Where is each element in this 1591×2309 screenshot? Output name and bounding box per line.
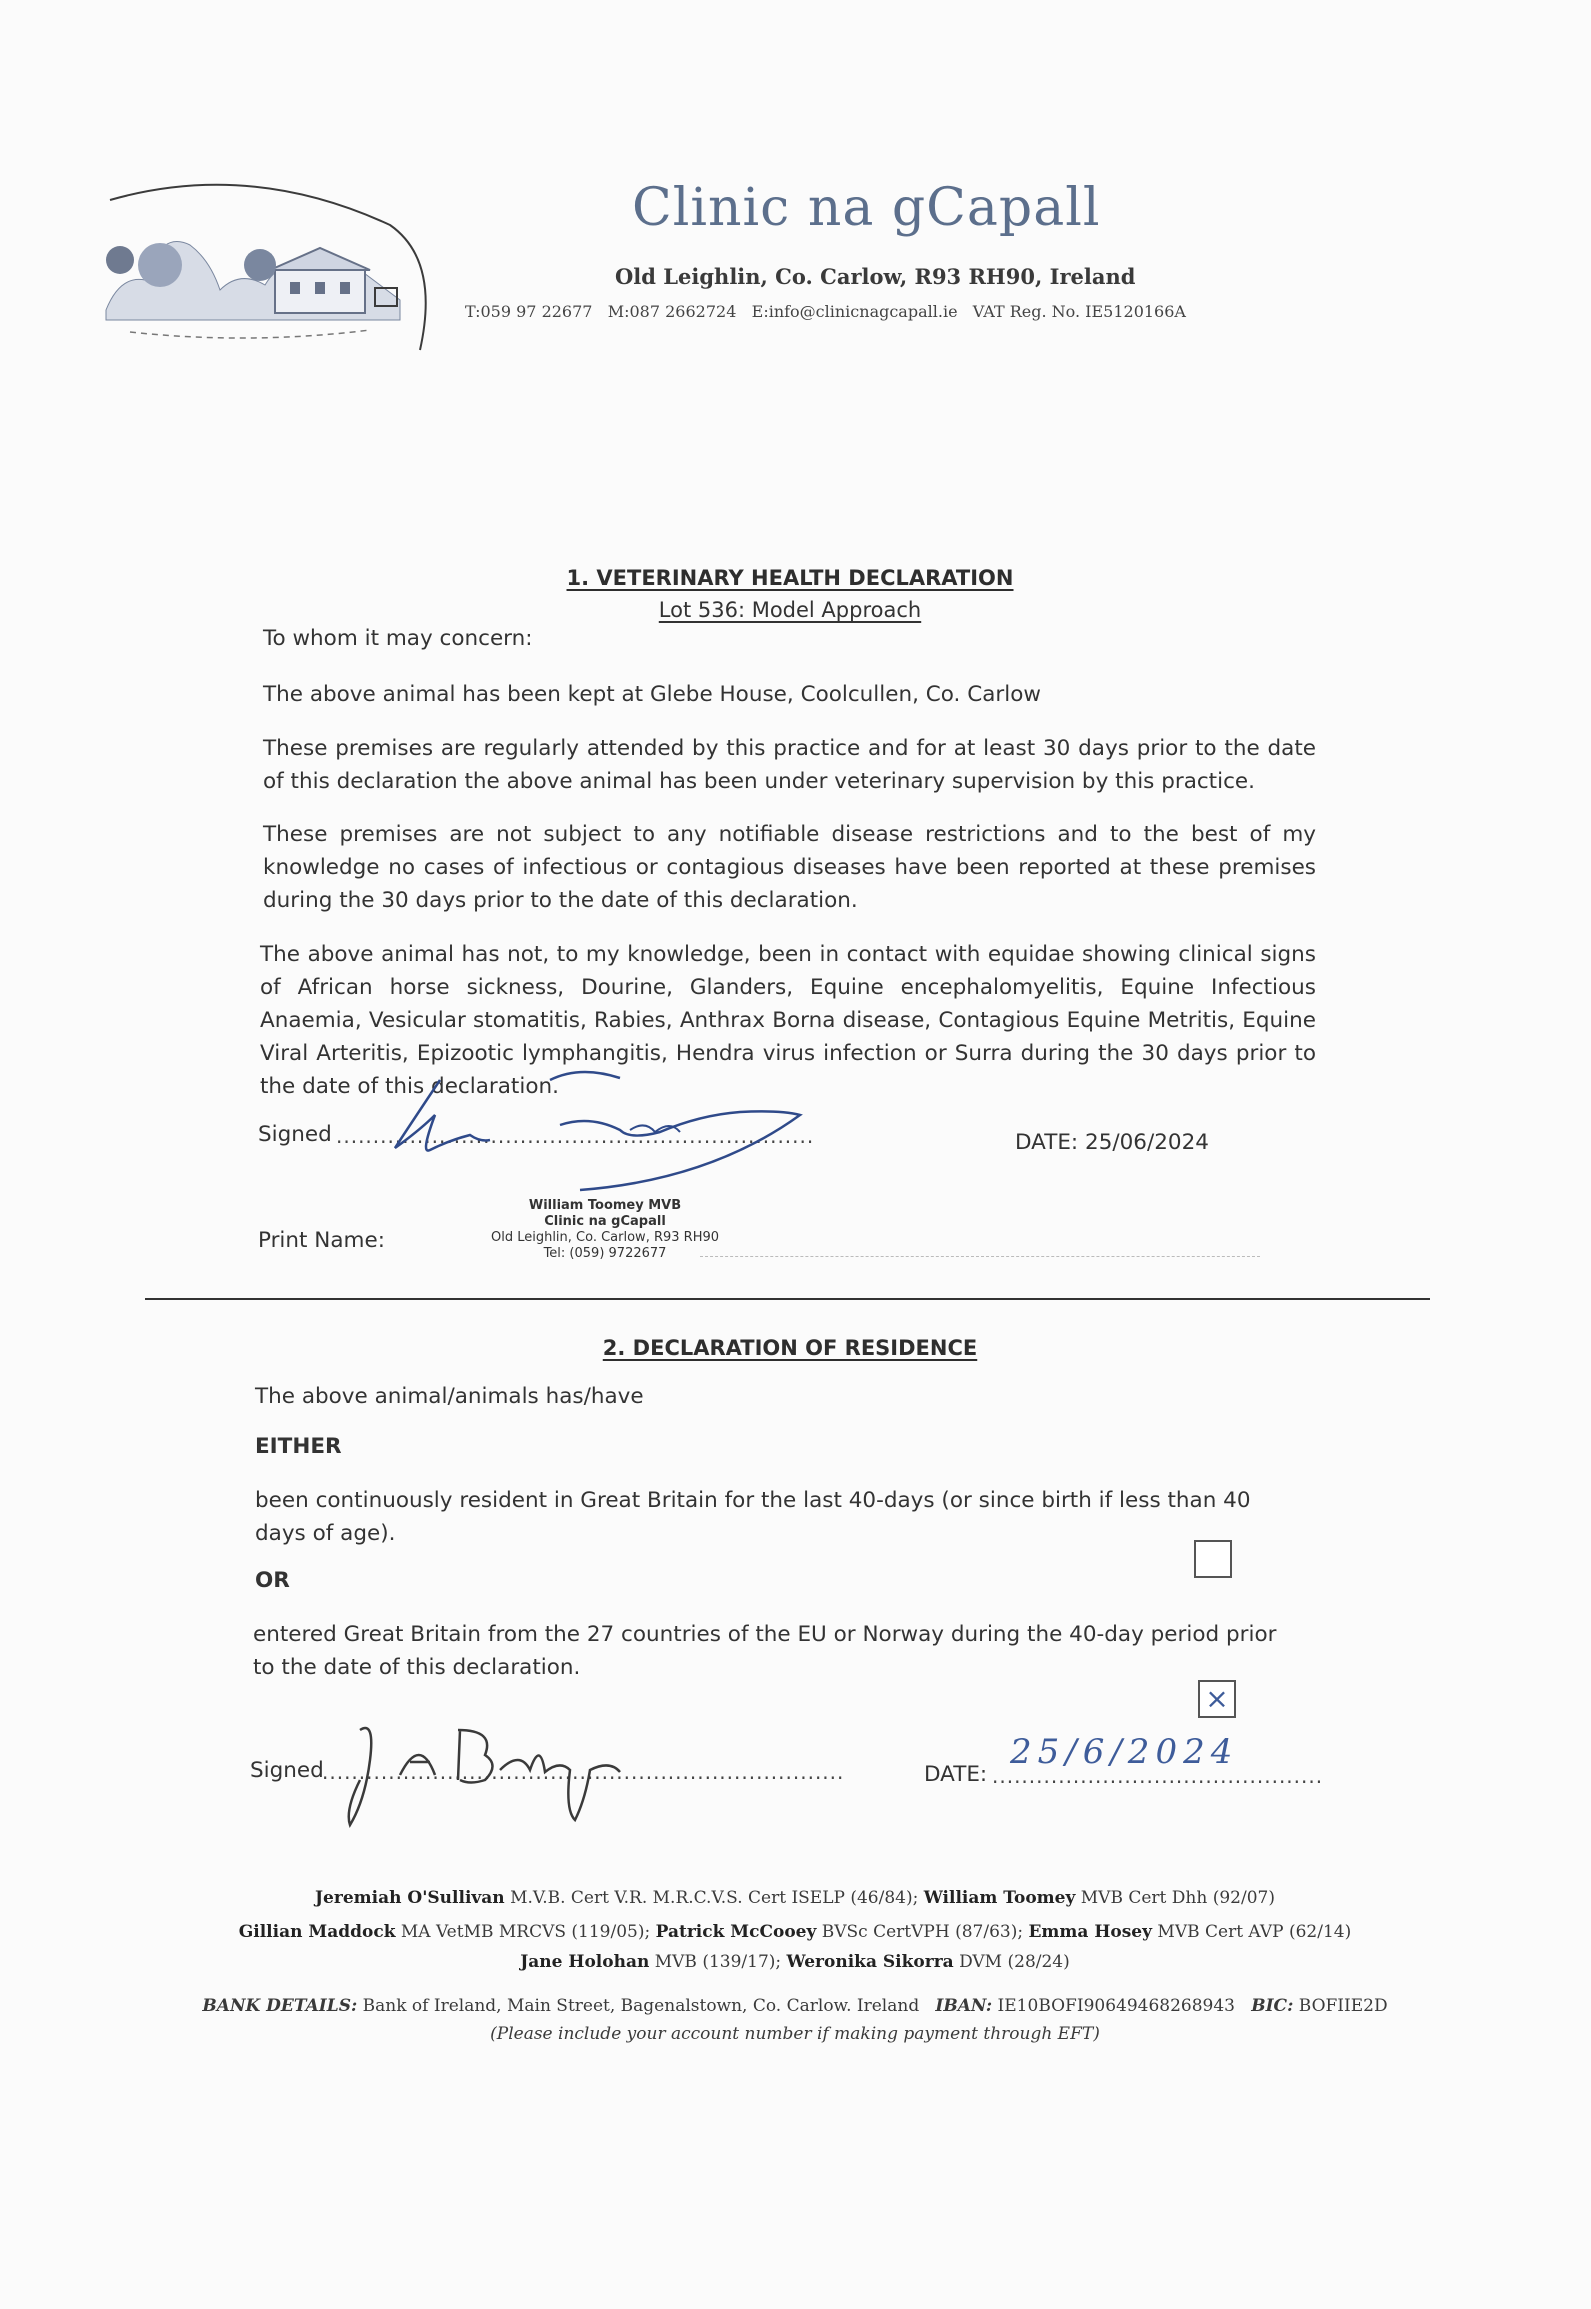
date-1: DATE: 25/06/2024 [1015, 1130, 1209, 1155]
residence-intro: The above animal/animals has/have [255, 1384, 644, 1409]
clinic-contact: T:059 97 22677 M:087 2662724 E:info@clinicnagcapall.ie VAT Reg. No. IE5120166A [465, 302, 1186, 321]
or-label: OR [255, 1568, 290, 1593]
footer-vet-name: Emma Hosey [1028, 1922, 1153, 1942]
date-line-2: ............................................. [992, 1764, 1324, 1788]
print-name-line [700, 1256, 1260, 1257]
vet-stamp [470, 1198, 740, 1262]
clinic-address: Old Leighlin, Co. Carlow, R93 RH90, Ireland [615, 264, 1136, 289]
signed-label-2: Signed [250, 1758, 324, 1783]
footer-vet-cred: MA VetMB MRCVS (119/05); [395, 1922, 656, 1942]
para-disease: These premises are not subject to any notifiable disease restrictions and to the best of my knowledge no cases of infectious or contagious diseases have been reported at these premises during the 30 days prior to the date of this declaration. [263, 822, 1316, 913]
footer-vets-line1 [150, 1888, 1440, 1908]
date-label-2: DATE: [924, 1762, 988, 1787]
signature-line-2: ....................................................................... [322, 1760, 845, 1784]
vet-signature [380, 1060, 820, 1210]
section1-lot: Lot 536: Model Approach [658, 598, 922, 622]
footer-vet-name: Weronika Sikorra [786, 1952, 954, 1972]
stamp-line-4: Tel: (059) 9722677 [543, 1246, 667, 1261]
stamp-line-3: Old Leighlin, Co. Carlow, R93 RH90 [490, 1230, 720, 1245]
signed-label-1: Signed [258, 1122, 332, 1147]
option1-text: been continuously resident in Great Britain for the last 40-days (or since birth if less than 40 days of age). [255, 1488, 1251, 1546]
iban-value: IE10BOFI90649468268943 [992, 1996, 1252, 2016]
footer-vet-cred: MVB (139/17); [649, 1952, 787, 1972]
bank-text: Bank of Ireland, Main Street, Bagenalstown, Co. Carlow. Ireland [357, 1996, 936, 2016]
option1-check-mark [1196, 1542, 1230, 1576]
stamp-line-1: William Toomey MVB [528, 1198, 682, 1213]
section2-title: 2. DECLARATION OF RESIDENCE [602, 1336, 978, 1360]
footer-vets-line2 [150, 1922, 1440, 1942]
footer-vets-line3 [150, 1952, 1440, 1972]
footer-vet-cred: MVB Cert AVP (62/14) [1152, 1922, 1352, 1942]
option2-check-mark: × [1205, 1682, 1229, 1715]
para-supervision: These premises are regularly attended by this practice and for at least 30 days prior to the date of this declaration the above animal has been under veterinary supervision by this practice. [263, 736, 1316, 794]
option1-checkbox[interactable] [1194, 1540, 1232, 1578]
signature-line-1: ................................................................. [336, 1124, 815, 1148]
eft-note: (Please include your account number if making payment through EFT) [490, 2024, 1100, 2044]
bank-label: BANK DETAILS: [202, 1996, 358, 2016]
print-name-label: Print Name: [258, 1228, 385, 1253]
either-label: EITHER [255, 1434, 342, 1459]
bic-label: BIC: [1251, 1996, 1294, 2016]
salutation: To whom it may concern: [263, 626, 533, 651]
para-premises: The above animal has been kept at Glebe House, Coolcullen, Co. Carlow [263, 682, 1041, 707]
bank-details [150, 1996, 1440, 2016]
iban-label: IBAN: [935, 1996, 993, 2016]
stamp-line-2: Clinic na gCapall [544, 1214, 666, 1229]
para-contact: The above animal has not, to my knowledge, been in contact with equidae showing clinical signs of African horse sickness, Dourine, Glanders, Equine encephalomyelitis, Equine Infectious Anaemia, Vesicular stomatitis, Rabies, Anthrax Borna disease, Contagious Equine Metritis, Equine Viral Arteritis, Epizootic lymphangitis, Hendra virus infection or Surra during the 30 days prior to the date of this declaration. [260, 942, 1316, 1099]
footer-vet-cred: DVM (28/24) [953, 1952, 1070, 1972]
footer-vet-name: Jane Holohan [520, 1952, 650, 1972]
clinic-name: Clinic na gCapall [632, 178, 1101, 238]
footer-vet-name: William Toomey [923, 1888, 1076, 1908]
section1-title: 1. VETERINARY HEALTH DECLARATION [566, 566, 1014, 590]
footer-vet-name: Gillian Maddock [238, 1922, 396, 1942]
option2-text: entered Great Britain from the 27 countries of the EU or Norway during the 40-day period prior to the date of this declaration. [253, 1622, 1277, 1680]
footer-vet-name: Jeremiah O'Sullivan [315, 1888, 505, 1908]
bic-value: BOFIIE2D [1293, 1996, 1388, 2016]
footer-vet-cred: M.V.B. Cert V.R. M.R.C.V.S. Cert ISELP (46/84); [504, 1888, 924, 1908]
clinic-logo-illustration [100, 170, 440, 360]
footer-vet-cred: MVB Cert Dhh (92/07) [1075, 1888, 1275, 1908]
footer-vet-name: Patrick McCooey [655, 1922, 817, 1942]
option2-checkbox[interactable] [1198, 1680, 1236, 1718]
owner-signature [320, 1700, 680, 1830]
section-divider [145, 1298, 1430, 1300]
footer-vet-cred: BVSc CertVPH (87/63); [816, 1922, 1029, 1942]
handwritten-date: 25/6/2024 [1010, 1732, 1239, 1772]
